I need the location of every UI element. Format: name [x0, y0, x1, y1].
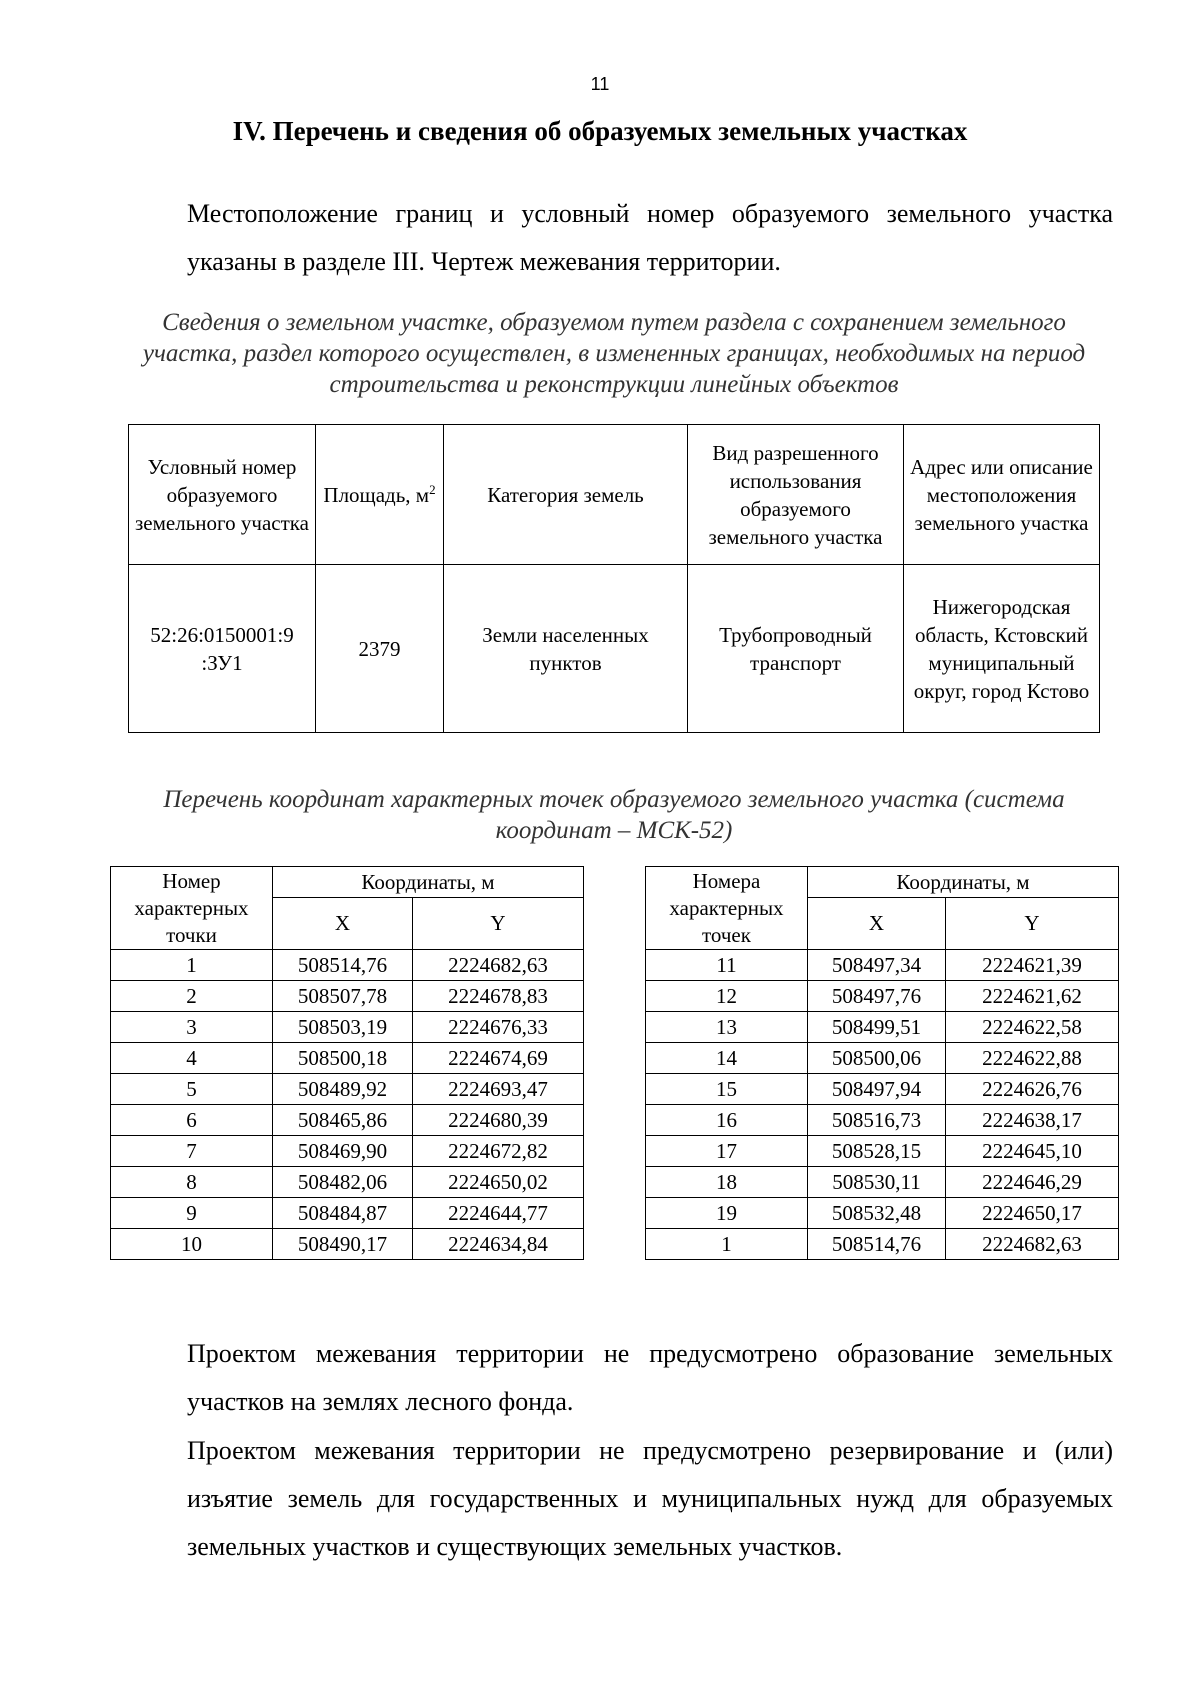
coord-left-point-number: 8: [111, 1167, 273, 1198]
coord-left-x-value: 508469,90: [273, 1136, 413, 1167]
coord-right-y-value: 2224645,10: [946, 1136, 1119, 1167]
header-address: Адрес или описание местоположения земельного участка: [904, 425, 1100, 565]
coord-right-y-value: 2224638,17: [946, 1105, 1119, 1136]
coord-right-header-point: Номера характерных точек: [646, 867, 808, 950]
cell-address: Нижегородская область, Кстовский муниципальный округ, город Кстово: [904, 565, 1100, 733]
coord-right-header-y: Y: [946, 898, 1119, 950]
coordinates-caption: Перечень координат характерных точек образуемого земельного участка (система координат – МСК-52): [163, 786, 1065, 844]
intro-paragraph: [115, 190, 1113, 286]
coord-right-point-number: 12: [646, 981, 808, 1012]
coord-right-point-number: 17: [646, 1136, 808, 1167]
coord-right-y-value: 2224682,63: [946, 1229, 1119, 1260]
coord-right-y-value: 2224622,88: [946, 1043, 1119, 1074]
coord-left-row: [111, 1136, 584, 1167]
coord-right-point-number: 15: [646, 1074, 808, 1105]
coord-right-row: [646, 1167, 1119, 1198]
coord-left-point-number: 3: [111, 1012, 273, 1043]
coord-right-row: [646, 1012, 1119, 1043]
closing-paragraph-1-text: Проектом межевания территории не предусмотрено образование земельных участков на землях лесного фонда.: [187, 1339, 1113, 1416]
coord-left-header-row: [111, 867, 584, 898]
closing-paragraph-2: [115, 1427, 1113, 1571]
section-heading: IV. Перечень и сведения об образуемых земельных участках: [232, 116, 968, 146]
coord-right-row: [646, 1074, 1119, 1105]
header-area: [316, 425, 444, 565]
cell-plot-number: 52:26:0150001:9 :ЗУ1: [129, 565, 316, 733]
coord-left-y-value: 2224678,83: [413, 981, 584, 1012]
land-plot-table-header-row: [129, 425, 1100, 565]
coord-right-point-number: 11: [646, 950, 808, 981]
coord-left-point-number: 6: [111, 1105, 273, 1136]
land-plot-table: [128, 424, 1100, 733]
coord-right-x-value: 508532,48: [808, 1198, 946, 1229]
coord-left-point-number: 2: [111, 981, 273, 1012]
coord-left-row: [111, 1074, 584, 1105]
coord-left-point-number: 1: [111, 950, 273, 981]
coord-left-x-value: 508482,06: [273, 1167, 413, 1198]
coordinates-table-right: [645, 866, 1119, 1260]
coord-left-row: [111, 1167, 584, 1198]
coord-left-x-value: 508484,87: [273, 1198, 413, 1229]
coord-right-y-value: 2224626,76: [946, 1074, 1119, 1105]
coord-left-x-value: 508500,18: [273, 1043, 413, 1074]
coord-right-y-value: 2224650,17: [946, 1198, 1119, 1229]
coord-right-header-row: [646, 867, 1119, 898]
coord-right-point-number: 14: [646, 1043, 808, 1074]
page-number: 11: [590, 74, 610, 94]
coordinates-table-left: [110, 866, 584, 1260]
coord-left-y-value: 2224682,63: [413, 950, 584, 981]
coord-right-x-value: 508497,76: [808, 981, 946, 1012]
coord-left-y-value: 2224672,82: [413, 1136, 584, 1167]
land-plot-row: [129, 565, 1100, 733]
coord-left-y-value: 2224693,47: [413, 1074, 584, 1105]
coord-left-rows: [111, 950, 584, 1260]
coord-left-header-coords: Координаты, м: [273, 867, 584, 898]
coord-left-header-y: Y: [413, 898, 584, 950]
coord-right-x-value: 508514,76: [808, 1229, 946, 1260]
coord-right-y-value: 2224621,39: [946, 950, 1119, 981]
coord-right-header-coords: Координаты, м: [808, 867, 1119, 898]
coord-left-x-value: 508465,86: [273, 1105, 413, 1136]
coord-left-row: [111, 1043, 584, 1074]
coord-left-x-value: 508490,17: [273, 1229, 413, 1260]
coord-right-header-x: X: [808, 898, 946, 950]
coord-right-x-value: 508497,34: [808, 950, 946, 981]
cell-land-category: Земли населенных пунктов: [444, 565, 688, 733]
coord-left-point-number: 7: [111, 1136, 273, 1167]
header-land-category: Категория земель: [444, 425, 688, 565]
coord-left-row: [111, 1229, 584, 1260]
cell-area: 2379: [316, 565, 444, 733]
coord-left-y-value: 2224676,33: [413, 1012, 584, 1043]
coord-right-point-number: 18: [646, 1167, 808, 1198]
coord-right-y-value: 2224622,58: [946, 1012, 1119, 1043]
coord-left-x-value: 508507,78: [273, 981, 413, 1012]
coord-left-point-number: 10: [111, 1229, 273, 1260]
coord-right-row: [646, 1043, 1119, 1074]
coord-right-row: [646, 1136, 1119, 1167]
header-permitted-use: Вид разрешенного использования образуемого земельного участка: [688, 425, 904, 565]
intro-paragraph-text: Местоположение границ и условный номер образуемого земельного участка указаны в разделе III. Чертеж межевания территории.: [187, 199, 1113, 276]
coord-right-row: [646, 1229, 1119, 1260]
coord-right-y-value: 2224646,29: [946, 1167, 1119, 1198]
coord-right-x-value: 508499,51: [808, 1012, 946, 1043]
coord-right-x-value: 508497,94: [808, 1074, 946, 1105]
coord-right-point-number: 19: [646, 1198, 808, 1229]
coord-right-point-number: 13: [646, 1012, 808, 1043]
coord-left-y-value: 2224680,39: [413, 1105, 584, 1136]
coord-right-x-value: 508530,11: [808, 1167, 946, 1198]
coord-left-point-number: 9: [111, 1198, 273, 1229]
coord-left-x-value: 508489,92: [273, 1074, 413, 1105]
closing-paragraph-2-text: Проектом межевания территории не предусмотрено резервирование и (или) изъятие земель для государственных и муниципальных нужд для образуемых земельных участков и существующих земельных участков.: [187, 1436, 1113, 1561]
coord-left-point-number: 4: [111, 1043, 273, 1074]
coord-left-row: [111, 1012, 584, 1043]
table1-caption: Сведения о земельном участке, образуемом путем раздела с сохранением земельного участка, раздел которого осуществлен, в измененных границах, необходимых на период строительства и реконструкции линейных объектов: [142, 309, 1086, 398]
coord-right-rows: [646, 950, 1119, 1260]
coord-right-x-value: 508516,73: [808, 1105, 946, 1136]
header-area-label: Площадь, м: [323, 482, 430, 507]
coord-left-y-value: 2224674,69: [413, 1043, 584, 1074]
coord-left-header-point: Номер характерных точки: [111, 867, 273, 950]
coord-left-header-x: X: [273, 898, 413, 950]
coord-left-row: [111, 981, 584, 1012]
coord-right-x-value: 508500,06: [808, 1043, 946, 1074]
coord-left-y-value: 2224650,02: [413, 1167, 584, 1198]
coord-left-row: [111, 1198, 584, 1229]
coord-right-y-value: 2224621,62: [946, 981, 1119, 1012]
header-plot-number: Условный номер образуемого земельного участка: [129, 425, 316, 565]
coord-right-row: [646, 1198, 1119, 1229]
coord-right-point-number: 16: [646, 1105, 808, 1136]
coord-right-row: [646, 950, 1119, 981]
closing-paragraph-1: [115, 1330, 1113, 1426]
coord-left-x-value: 508503,19: [273, 1012, 413, 1043]
cell-permitted-use: Трубопроводный транспорт: [688, 565, 904, 733]
coord-right-point-number: 1: [646, 1229, 808, 1260]
coord-left-row: [111, 1105, 584, 1136]
coord-right-x-value: 508528,15: [808, 1136, 946, 1167]
coord-left-x-value: 508514,76: [273, 950, 413, 981]
coord-left-row: [111, 950, 584, 981]
coord-right-row: [646, 1105, 1119, 1136]
coord-left-y-value: 2224634,84: [413, 1229, 584, 1260]
coord-left-y-value: 2224644,77: [413, 1198, 584, 1229]
coord-right-row: [646, 981, 1119, 1012]
header-area-sup: 2: [429, 481, 436, 497]
coord-left-point-number: 5: [111, 1074, 273, 1105]
